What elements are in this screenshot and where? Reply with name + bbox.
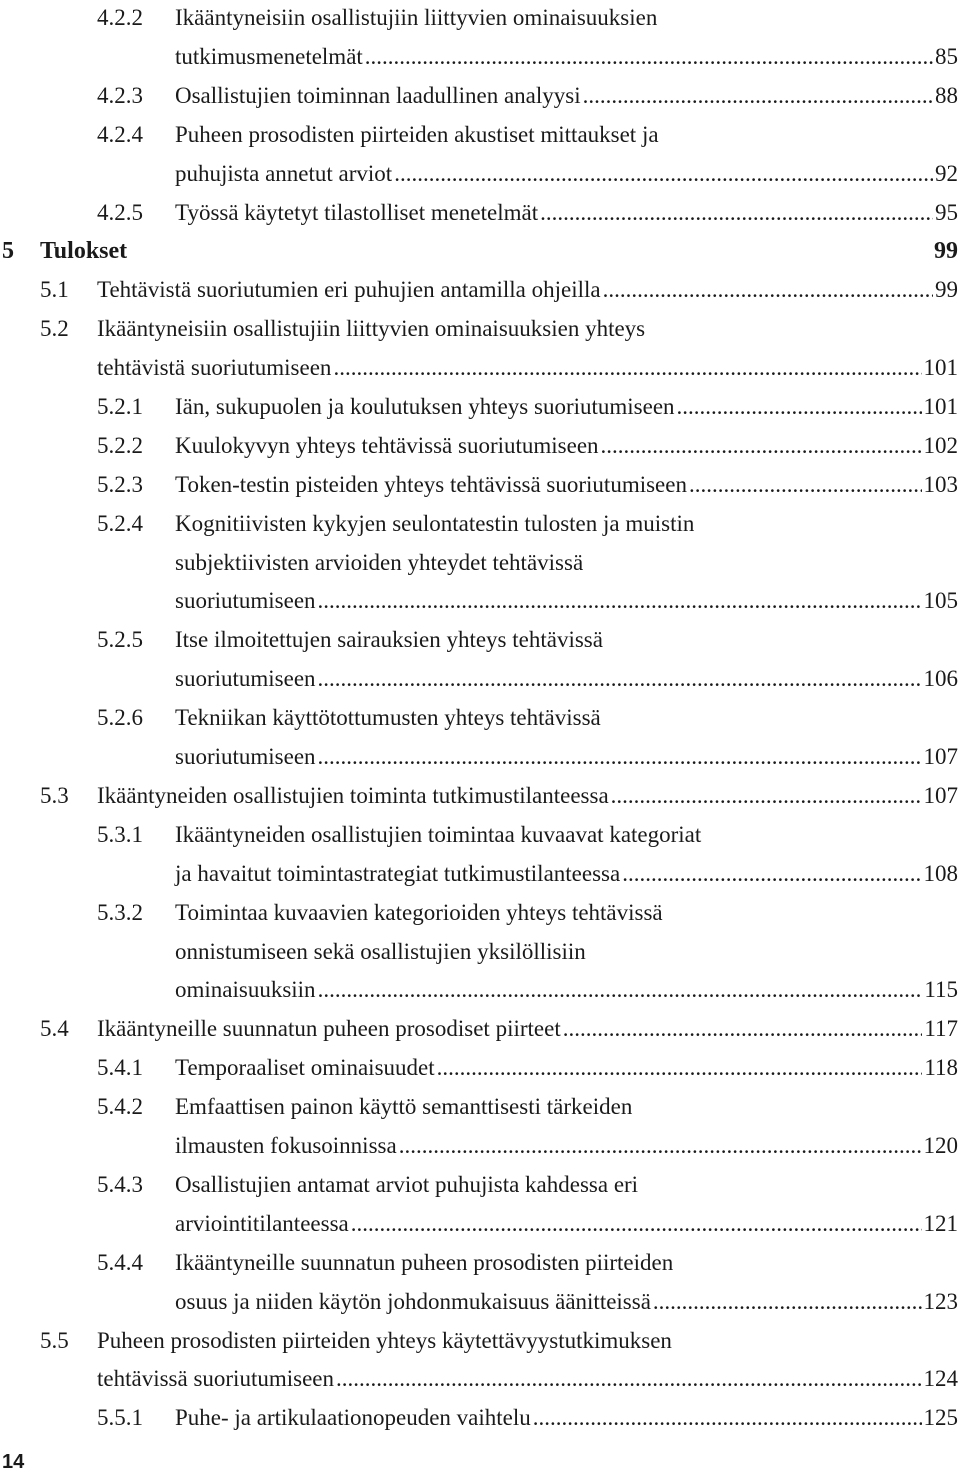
toc-entry-title: puhujista annetut arviot	[175, 160, 393, 186]
toc-entry-number: 4.2.4	[97, 121, 143, 147]
dot-leader	[611, 778, 922, 814]
toc-entry-title: Kognitiivisten kykyjen seulontatestin tulosten ja muistin	[175, 510, 695, 536]
toc-entry-number: 4.2.3	[97, 82, 143, 108]
dot-leader	[603, 272, 933, 308]
toc-entry-page: 118	[924, 1055, 958, 1081]
toc-entry-page: 107	[923, 744, 958, 770]
toc-entry-number: 5.4.2	[97, 1094, 143, 1120]
toc-entry-title: Puheen prosodisten piirteiden yhteys käytettävyystutkimuksen	[97, 1327, 672, 1353]
toc-entry-page: 123	[923, 1288, 958, 1314]
toc-entry-title: ominaisuuksiin	[175, 977, 316, 1003]
toc-entry-title: Kuulokyvyn yhteys tehtävissä suoriutumiseen	[175, 432, 599, 458]
dot-leader	[351, 1206, 922, 1242]
dot-leader	[563, 1011, 923, 1047]
toc-entry-page: 108	[923, 860, 958, 886]
toc-entry-title: Ikääntyneisiin osallistujiin liittyvien ominaisuuksien	[175, 5, 658, 30]
toc-entry-page: 85	[935, 43, 958, 69]
toc-entry-title: Ikääntyneille suunnatun puheen prosodiset piirteet	[97, 1016, 561, 1042]
dot-leader	[653, 1284, 922, 1320]
toc-entry-number: 5.2.2	[97, 432, 143, 458]
dot-leader	[333, 350, 921, 386]
toc-entry-title: Ikääntyneisiin osallistujiin liittyvien ominaisuuksien yhteys	[97, 316, 646, 342]
toc-entry-title: Tehtävistä suoriutumien eri puhujien antamilla ohjeilla	[97, 277, 601, 303]
toc-entry-title: Emfaattisen painon käyttö semanttisesti tärkeiden	[175, 1094, 633, 1120]
toc-entry-title: tehtävistä suoriutumiseen	[97, 355, 332, 381]
toc-entry-title: subjektiivisten arvioiden yhteydet tehtävissä	[175, 549, 584, 575]
toc-entry-title: ja havaitut toimintastrategiat tutkimustilanteessa	[175, 860, 621, 886]
dot-leader	[336, 1361, 922, 1397]
toc-entry-number: 5.5	[40, 1327, 69, 1353]
toc-entry-page: 117	[924, 1016, 958, 1042]
toc-entry-page: 101	[923, 355, 958, 381]
toc-entry-number: 5.3	[40, 783, 69, 808]
toc-entry-number: 5.4.4	[97, 1249, 143, 1275]
dot-leader	[601, 428, 922, 464]
toc-entry-number: 5.1	[40, 277, 69, 303]
toc-entry-page: 106	[923, 666, 958, 692]
toc-entry-number: 4.2.2	[97, 5, 143, 30]
toc-entry-page: 121	[923, 1210, 958, 1236]
dot-leader	[622, 856, 921, 892]
toc-entry-title: onnistumiseen sekä osallistujien yksilöllisiin	[175, 938, 586, 964]
toc-entry-title: Työssä käytetyt tilastolliset menetelmät	[175, 199, 539, 225]
dot-leader	[533, 1400, 922, 1436]
toc-entry-number: 5	[2, 238, 14, 265]
toc-entry-number: 5.2.6	[97, 705, 143, 731]
toc-entry-page: 105	[923, 588, 958, 614]
toc-entry-page: 124	[923, 1366, 958, 1392]
toc-entry-title: suoriutumiseen	[175, 588, 316, 614]
dot-leader	[437, 1050, 923, 1086]
toc-entry-title: osuus ja niiden käytön johdonmukaisuus äänitteissä	[175, 1288, 651, 1314]
dot-leader	[318, 661, 922, 697]
toc-entry-number: 5.4	[40, 1016, 69, 1042]
toc-entry-title: ilmausten fokusoinnissa	[175, 1133, 397, 1159]
dot-leader	[318, 739, 922, 775]
toc-entry-title: Tulokset	[40, 238, 128, 265]
toc-entry-page: 120	[923, 1133, 958, 1159]
dot-leader	[365, 39, 933, 75]
toc-entry-title: tutkimusmenetelmät	[175, 43, 363, 69]
toc-entry-title: Osallistujien toiminnan laadullinen analyysi	[175, 82, 581, 108]
toc-entry-title: Iän, sukupuolen ja koulutuksen yhteys suoriutumiseen	[175, 394, 675, 419]
toc-entry-page: 101	[923, 394, 958, 419]
toc-entry-number: 5.2.4	[97, 510, 143, 536]
toc-entry-title: suoriutumiseen	[175, 744, 316, 770]
toc-entry-page: 115	[924, 977, 958, 1003]
dot-leader	[583, 78, 933, 114]
dot-leader	[394, 156, 933, 192]
toc-entry-page: 92	[935, 160, 958, 186]
toc-entry-page: 99	[935, 277, 958, 303]
toc-entry-title: Temporaaliset ominaisuudet	[175, 1055, 435, 1081]
dot-leader	[399, 1128, 922, 1164]
toc-entry-title: Toimintaa kuvaavien kategorioiden yhteys tehtävissä	[175, 899, 663, 925]
toc-entry-page: 88	[935, 82, 958, 108]
toc-entry-page: 99	[934, 238, 958, 265]
toc-entry-page: 103	[923, 471, 958, 497]
dot-leader	[689, 467, 922, 503]
dot-leader	[318, 972, 923, 1008]
toc-entry-title: Puhe- ja artikulaationopeuden vaihtelu	[175, 1405, 531, 1431]
toc-entry-title: Itse ilmoitettujen sairauksien yhteys tehtävissä	[175, 627, 603, 653]
dot-leader	[677, 389, 922, 425]
toc-entry-title: Ikääntyneiden osallistujien toiminta tutkimustilanteessa	[97, 783, 609, 808]
toc-entry-number: 5.3.1	[97, 821, 143, 847]
dot-leader	[540, 195, 933, 231]
toc-entry-number: 5.2.5	[97, 627, 143, 653]
toc-entry-number: 4.2.5	[97, 199, 143, 225]
toc-entry-title: Ikääntyneille suunnatun puheen prosodisten piirteiden	[175, 1249, 674, 1275]
toc-entry-number: 5.4.3	[97, 1172, 143, 1197]
toc-entry-title: Tekniikan käyttötottumusten yhteys tehtävissä	[175, 705, 601, 731]
toc-entry-page: 102	[923, 432, 958, 458]
toc-entry-title: Puheen prosodisten piirteiden akustiset mittaukset ja	[175, 121, 659, 147]
toc-entry-title: Ikääntyneiden osallistujien toimintaa kuvaavat kategoriat	[175, 821, 702, 847]
toc-entry-number: 5.2.1	[97, 394, 143, 419]
dot-leader	[318, 583, 922, 619]
toc-entry-number: 5.2	[40, 316, 69, 342]
toc-entry-number: 5.3.2	[97, 899, 143, 925]
toc-entry-title: Token-testin pisteiden yhteys tehtävissä suoriutumiseen	[175, 471, 687, 497]
toc-entry-number: 5.4.1	[97, 1055, 143, 1081]
toc-entry-title: suoriutumiseen	[175, 666, 316, 692]
toc-entry-title: arviointitilanteessa	[175, 1210, 349, 1236]
toc-entry-title: tehtävissä suoriutumiseen	[97, 1366, 334, 1392]
toc-entry-page: 95	[935, 199, 958, 225]
toc-entry-page: 107	[923, 783, 958, 808]
toc-entry-number: 5.2.3	[97, 471, 143, 497]
toc-entry-title: Osallistujien antamat arviot puhujista kahdessa eri	[175, 1172, 639, 1197]
page-number: 14	[2, 1451, 25, 1473]
toc-entry-page: 125	[923, 1405, 958, 1431]
toc-entry-number: 5.5.1	[97, 1405, 143, 1431]
